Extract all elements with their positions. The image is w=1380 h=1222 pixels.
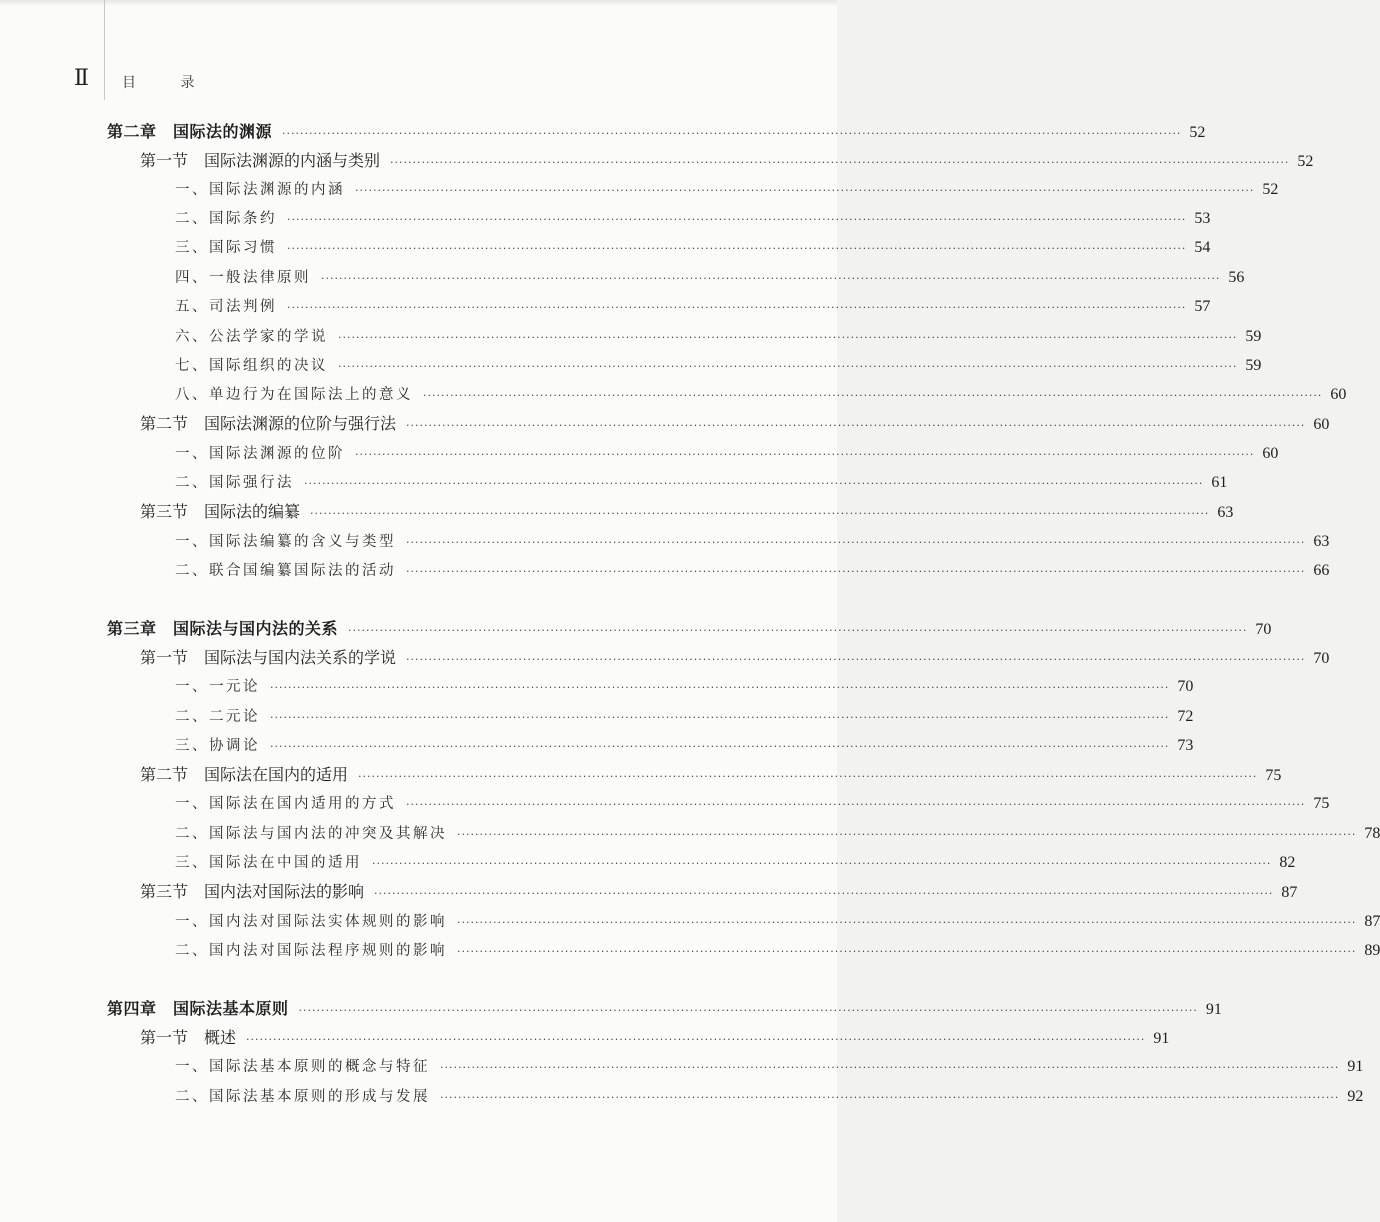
leader-dots: ········································································································································································································ xyxy=(406,565,1306,578)
toc-entry-section xyxy=(140,149,1314,173)
leader-dots: ········································································································································································································ xyxy=(440,1061,1340,1074)
toc-entry-item xyxy=(175,295,1211,319)
toc-entry-title: 第一节 概述 xyxy=(140,1028,237,1047)
toc-entry-page: 70 xyxy=(1313,650,1330,667)
toc-entry-title: 六、公法学家的学说 xyxy=(175,329,328,345)
leader-dots: ········································································································································································································ xyxy=(406,536,1306,549)
toc-entry-title: 一、国际法渊源的内涵 xyxy=(175,182,345,198)
leader-dots: ········································································································································································································ xyxy=(355,184,1255,197)
toc-entry-item xyxy=(175,442,1279,466)
toc-entry-item xyxy=(175,178,1279,202)
toc-entry-item xyxy=(175,822,1380,846)
toc-entry-section xyxy=(140,412,1330,436)
toc-entry-title: 第四章 国际法基本原则 xyxy=(107,999,289,1018)
toc-entry-page: 63 xyxy=(1217,504,1234,521)
toc-entry-title: 一、国际法在国内适用的方式 xyxy=(175,796,396,812)
toc-entry-item xyxy=(175,354,1262,378)
toc-entry-chapter xyxy=(107,617,1272,641)
leader-dots: ········································································································································································································ xyxy=(406,419,1306,432)
toc-entry-title: 第三节 国际法的编纂 xyxy=(140,502,301,521)
leader-dots: ········································································································································································································ xyxy=(287,213,1187,226)
leader-dots: ········································································································································································································ xyxy=(457,945,1357,958)
toc-entry-item xyxy=(175,530,1330,554)
toc-entry-page: 78 xyxy=(1364,825,1380,842)
header-rule xyxy=(104,0,105,100)
toc-entry-section xyxy=(140,880,1298,904)
toc-entry-page: 89 xyxy=(1364,942,1380,959)
leader-dots: ········································································································································································································ xyxy=(270,740,1170,753)
toc-entry-page: 73 xyxy=(1177,737,1194,754)
leader-dots: ········································································································································································································ xyxy=(270,711,1170,724)
leader-dots: ········································································································································································································ xyxy=(282,127,1182,140)
toc-entry-page: 57 xyxy=(1194,298,1211,315)
leader-dots: ········································································································································································································ xyxy=(321,272,1221,285)
toc-entry-page: 70 xyxy=(1255,621,1272,638)
toc-entry-item xyxy=(175,559,1330,583)
running-head: 目 录 xyxy=(122,75,215,91)
toc-entry-title: 三、国际法在中国的适用 xyxy=(175,855,362,871)
top-edge-shadow xyxy=(0,0,837,6)
toc-entry-chapter xyxy=(107,120,1206,144)
toc-entry-title: 二、国际条约 xyxy=(175,211,277,227)
leader-dots: ········································································································································································································ xyxy=(440,1091,1340,1104)
toc-entry-title: 二、国际法基本原则的形成与发展 xyxy=(175,1089,430,1105)
page-number: Ⅱ xyxy=(74,66,88,91)
toc-entry-page: 59 xyxy=(1245,328,1262,345)
toc-entry-item xyxy=(175,734,1194,758)
toc-entry-title: 第一节 国际法与国内法关系的学说 xyxy=(140,648,397,667)
leader-dots: ········································································································································································································ xyxy=(423,389,1323,402)
toc-entry-page: 91 xyxy=(1347,1058,1364,1075)
toc-entry-section xyxy=(140,1026,1170,1050)
toc-entry-page: 72 xyxy=(1177,708,1194,725)
leader-dots: ········································································································································································································ xyxy=(348,624,1248,637)
toc-entry-item xyxy=(175,939,1380,963)
toc-entry-item xyxy=(175,851,1296,875)
toc-entry-page: 60 xyxy=(1313,416,1330,433)
toc-entry-page: 75 xyxy=(1265,767,1282,784)
toc-entry-title: 二、国际法与国内法的冲突及其解决 xyxy=(175,826,447,842)
toc-entry-item xyxy=(175,705,1194,729)
toc-entry-title: 八、单边行为在国际法上的意义 xyxy=(175,387,413,403)
toc-entry-item xyxy=(175,792,1330,816)
leader-dots: ········································································································································································································ xyxy=(246,1033,1146,1046)
leader-dots: ········································································································································································································ xyxy=(338,360,1238,373)
toc-entry-chapter xyxy=(107,997,1222,1021)
toc-entry-title: 二、二元论 xyxy=(175,709,260,725)
leader-dots: ········································································································································································································ xyxy=(457,916,1357,929)
toc-entry-title: 一、国际法编纂的含义与类型 xyxy=(175,534,396,550)
toc-entry-page: 92 xyxy=(1347,1088,1364,1105)
toc-entry-page: 82 xyxy=(1279,854,1296,871)
toc-entry-title: 第一节 国际法渊源的内涵与类别 xyxy=(140,151,381,170)
leader-dots: ········································································································································································································ xyxy=(304,477,1204,490)
toc-entry-page: 52 xyxy=(1262,181,1279,198)
toc-entry-page: 53 xyxy=(1194,210,1211,227)
toc-entry-section xyxy=(140,763,1282,787)
leader-dots: ········································································································································································································ xyxy=(406,653,1306,666)
toc-entry-item xyxy=(175,1055,1364,1079)
leader-dots: ········································································································································································································ xyxy=(374,887,1274,900)
toc-entry-title: 一、国际法渊源的位阶 xyxy=(175,446,345,462)
toc-entry-title: 一、国际法基本原则的概念与特征 xyxy=(175,1059,430,1075)
leader-dots: ········································································································································································································ xyxy=(390,156,1290,169)
toc-entry-title: 一、国内法对国际法实体规则的影响 xyxy=(175,914,447,930)
toc-entry-page: 70 xyxy=(1177,678,1194,695)
toc-entry-page: 75 xyxy=(1313,795,1330,812)
toc-entry-title: 第二章 国际法的渊源 xyxy=(107,122,273,141)
toc-entry-section xyxy=(140,500,1234,524)
toc-entry-title: 第三节 国内法对国际法的影响 xyxy=(140,882,365,901)
toc-entry-title: 七、国际组织的决议 xyxy=(175,358,328,374)
toc-entry-page: 52 xyxy=(1297,153,1314,170)
toc-entry-title: 三、国际习惯 xyxy=(175,240,277,256)
toc-entry-title: 二、国内法对国际法程序规则的影响 xyxy=(175,943,447,959)
toc-entry-item xyxy=(175,236,1211,260)
leader-dots: ········································································································································································································ xyxy=(372,857,1272,870)
leader-dots: ········································································································································································································ xyxy=(358,770,1258,783)
toc-entry-item xyxy=(175,1085,1364,1109)
toc-entry-page: 87 xyxy=(1364,913,1380,930)
toc-entry-title: 三、协调论 xyxy=(175,738,260,754)
leader-dots: ········································································································································································································ xyxy=(270,681,1170,694)
toc-entry-page: 61 xyxy=(1211,474,1228,491)
toc-entry-title: 第二节 国际法在国内的适用 xyxy=(140,765,349,784)
leader-dots: ········································································································································································································ xyxy=(287,242,1187,255)
toc-entry-item xyxy=(175,207,1211,231)
toc-entry-item xyxy=(175,675,1194,699)
toc-entry-page: 54 xyxy=(1194,239,1211,256)
toc-entry-item xyxy=(175,325,1262,349)
leader-dots: ········································································································································································································ xyxy=(355,448,1255,461)
toc-entry-page: 60 xyxy=(1262,445,1279,462)
leader-dots: ········································································································································································································ xyxy=(338,331,1238,344)
toc-entry-page: 66 xyxy=(1313,562,1330,579)
toc-entry-item xyxy=(175,266,1245,290)
leader-dots: ········································································································································································································ xyxy=(406,798,1306,811)
toc-entry-item xyxy=(175,383,1347,407)
toc-entry-item xyxy=(175,471,1228,495)
toc-entry-page: 63 xyxy=(1313,533,1330,550)
toc-entry-page: 60 xyxy=(1330,386,1347,403)
toc-entry-page: 59 xyxy=(1245,357,1262,374)
toc-entry-page: 56 xyxy=(1228,269,1245,286)
toc-entry-title: 第三章 国际法与国内法的关系 xyxy=(107,619,339,638)
toc-entry-page: 91 xyxy=(1205,1001,1222,1018)
toc-entry-title: 二、国际强行法 xyxy=(175,475,294,491)
toc-entry-title: 第二节 国际法渊源的位阶与强行法 xyxy=(140,414,397,433)
toc-entry-page: 52 xyxy=(1189,124,1206,141)
toc-entry-section xyxy=(140,646,1330,670)
leader-dots: ········································································································································································································ xyxy=(287,301,1187,314)
leader-dots: ········································································································································································································ xyxy=(310,507,1210,520)
toc-entry-page: 91 xyxy=(1153,1030,1170,1047)
toc-entry-page: 87 xyxy=(1281,884,1298,901)
toc-entry-title: 二、联合国编纂国际法的活动 xyxy=(175,563,396,579)
leader-dots: ········································································································································································································ xyxy=(298,1004,1198,1017)
toc-entry-title: 一、一元论 xyxy=(175,679,260,695)
toc-entry-item xyxy=(175,910,1380,934)
toc-entry-title: 五、司法判例 xyxy=(175,299,277,315)
leader-dots: ········································································································································································································ xyxy=(457,828,1357,841)
toc-entry-title: 四、一般法律原则 xyxy=(175,270,311,286)
